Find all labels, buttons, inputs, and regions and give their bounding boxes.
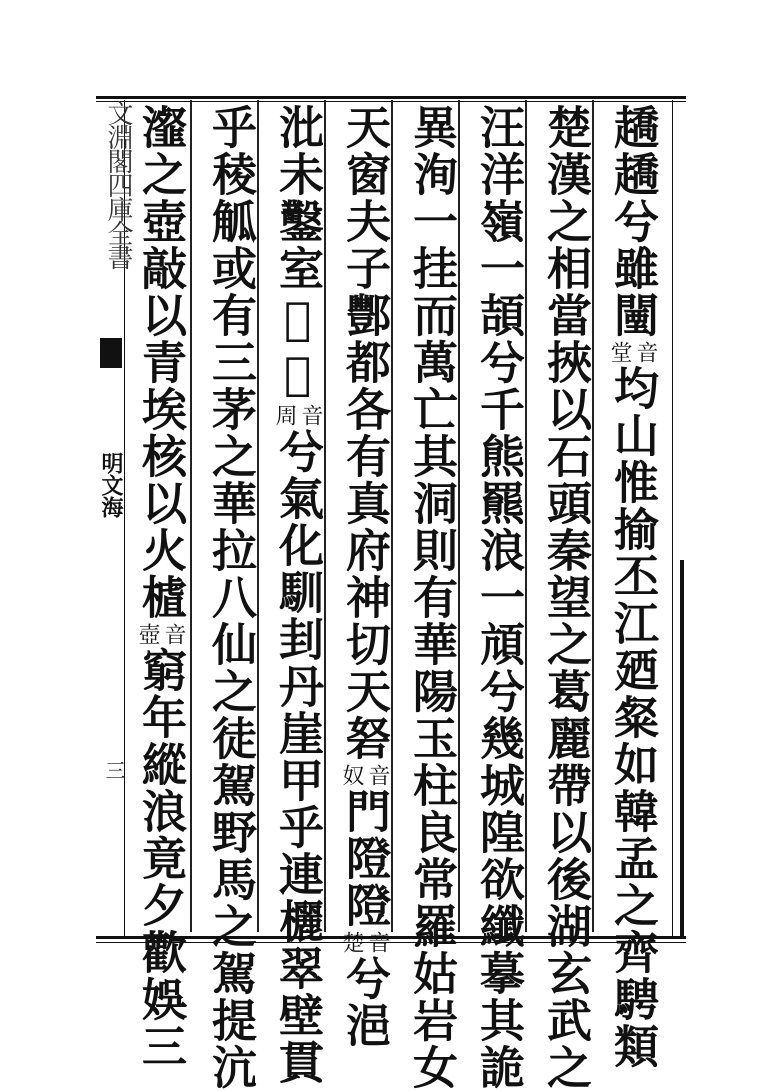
right-border xyxy=(680,560,684,938)
text-column xyxy=(200,104,260,1091)
note-right: 音 xyxy=(161,623,186,645)
note-right: 音 xyxy=(298,404,323,426)
interlinear-note xyxy=(339,931,389,953)
top-border xyxy=(96,96,686,99)
interlinear-note xyxy=(272,404,322,426)
note-right: 音 xyxy=(365,931,390,953)
main-text: 乎稜觚或有三茅之華拉八仙之徒駕野馬之駕提沆 xyxy=(204,104,257,1091)
main-text: 異洵一挂而萬亡其洞則有華陽玉柱良常羅姑岩女 xyxy=(405,104,458,1091)
main-text: 均山惟揄丕江廼粲如韓孟之齊騁類 xyxy=(606,365,659,1070)
interlinear-note xyxy=(339,764,389,786)
edge-text: 文淵閣四庫全書 xyxy=(103,100,133,268)
main-text: 趫趫兮雖闉 xyxy=(606,104,659,339)
main-text: 門隥隥 xyxy=(338,788,391,929)
main-text: 沘未鑿室𨵿𨵿 xyxy=(271,104,324,402)
note-left: 奴 xyxy=(339,764,364,786)
text-column xyxy=(267,104,327,1086)
note-left: 周 xyxy=(272,404,297,426)
text-column xyxy=(130,104,190,1070)
fishtail-mark xyxy=(100,338,122,368)
main-text: 窮年縱浪竟夕歡娛三 xyxy=(134,647,187,1070)
interlinear-note xyxy=(135,623,185,645)
text-column xyxy=(535,104,595,1091)
main-text: 汪洋嶺一頡兮千熊羆浪一頏兮幾城隍欲纖摹其詭 xyxy=(472,104,525,1091)
interlinear-note xyxy=(607,341,657,363)
text-column xyxy=(602,104,662,1070)
main-text: 兮浥 xyxy=(338,955,391,1049)
main-text: 兮氣化馴刲丹崖甲乎連欐翠壁貫 xyxy=(271,428,324,1086)
text-column xyxy=(468,104,528,1091)
note-left: 堂 xyxy=(607,341,632,363)
text-column xyxy=(334,104,394,1049)
note-right: 音 xyxy=(633,341,658,363)
main-text: 楚漢之相當挾以石頭秦望之葛麗帶以後湖玄武之 xyxy=(539,104,592,1091)
note-right: 音 xyxy=(365,764,390,786)
note-left: 楚 xyxy=(339,931,364,953)
right-border-thin xyxy=(672,100,673,938)
column-rule xyxy=(190,100,192,932)
main-text: 瀣之壺敲以青埃核以火樝 xyxy=(134,104,187,621)
note-left: 壺 xyxy=(135,623,160,645)
book-title: 明文海 xyxy=(98,452,124,518)
folio-number: 三 xyxy=(102,760,126,780)
text-column xyxy=(401,104,461,1091)
main-text: 天窗夫子酆都各有真府神切天砮 xyxy=(338,104,391,762)
